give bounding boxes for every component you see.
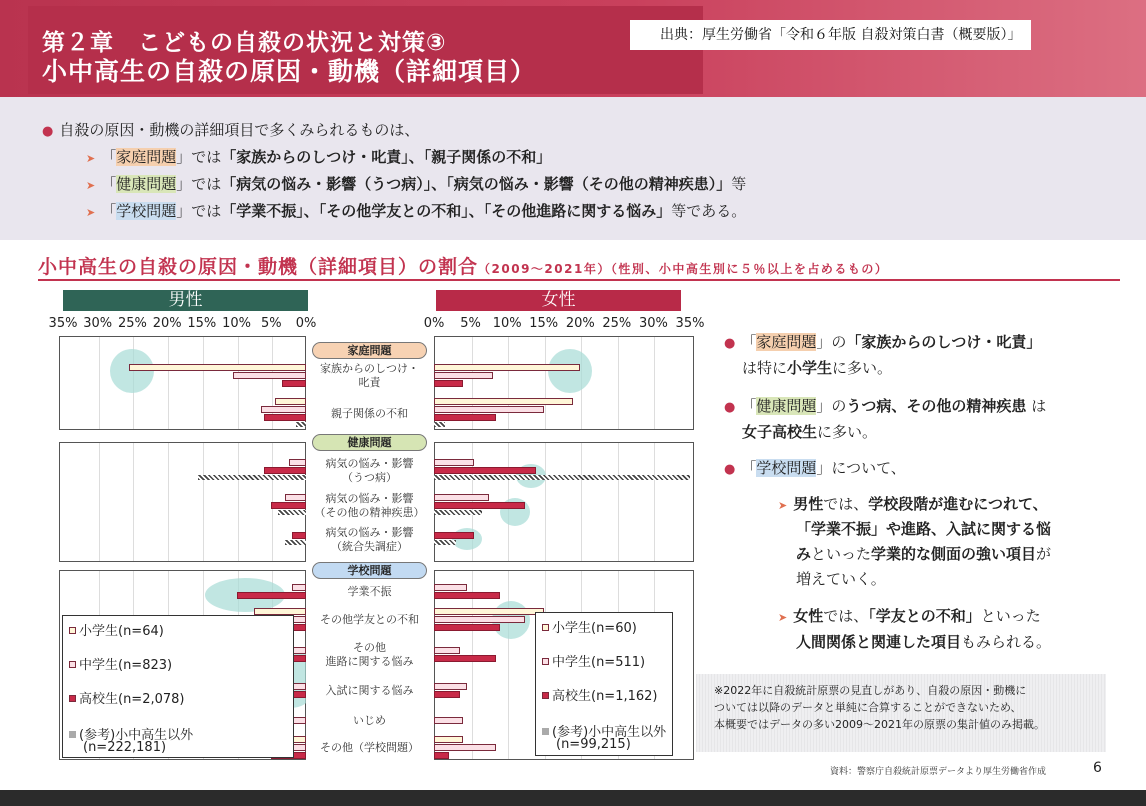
category-health: 健康問題 (116, 175, 177, 193)
gridline (581, 443, 582, 561)
legend-label: (参考)小中高生以外 (79, 728, 194, 743)
footnote-line: ※2022年に自殺統計原票の見直しがあり、自殺の原因・動機に (714, 684, 1027, 697)
note-bold: 学校段階が進むにつれて、 (868, 495, 1048, 513)
bar-junior-high-female (434, 683, 467, 690)
note-male-line4: 増えていく。 (796, 570, 886, 588)
category-label-line: （統合失調症） (331, 540, 408, 553)
bar-high-school-female (434, 655, 496, 662)
summary-items: 「学業不振」、「その他学友との不和」、「その他進路に関する悩み」 (221, 202, 672, 220)
legend-n: (n=99,215) (556, 737, 631, 752)
tick-label-female: 5% (460, 316, 481, 331)
text: 「 (741, 459, 757, 477)
tick-label-male: 30% (83, 316, 113, 331)
text: 」では (176, 148, 222, 166)
bar-high-school-female (434, 752, 449, 759)
text: では、 (823, 495, 869, 513)
gridline (238, 337, 239, 429)
category-label (306, 492, 433, 520)
bar-high-school-female (434, 532, 474, 539)
summary-line-health (86, 173, 746, 194)
legend-swatch (542, 658, 549, 665)
female-header: 女性 (436, 290, 681, 311)
text: では、 (823, 607, 869, 625)
bar-junior-high-male (261, 406, 306, 413)
text: は特に (742, 359, 788, 377)
gridline (203, 443, 204, 561)
note-bold: 女性 (793, 607, 824, 625)
bar-high-school-male (292, 532, 306, 539)
gridline (203, 337, 204, 429)
category-label-line: その他（学校問題） (320, 741, 419, 754)
arrow-icon: ➤ (86, 206, 96, 219)
category-label-line: （その他の精神疾患） (314, 506, 425, 519)
text: 」の (816, 397, 847, 415)
gridline (654, 337, 655, 429)
note-home-line1 (724, 330, 1041, 356)
note-bold: 学業的な側面の強い項目 (871, 545, 1037, 563)
header-banner (0, 0, 1146, 97)
bar-elementary-female (434, 398, 573, 405)
bar-high-school-female (434, 592, 500, 599)
bar-junior-high-female (434, 406, 544, 413)
gridline (618, 337, 619, 429)
bullet-icon: ● (724, 462, 736, 477)
bar-junior-high-female (434, 494, 489, 501)
bar-elementary-female (434, 736, 463, 743)
chart-title-main: 小中高生の自殺の原因・動機（詳細項目）の割合 (38, 256, 479, 278)
gridline (168, 443, 169, 561)
gridline (99, 337, 100, 429)
gridline (99, 443, 100, 561)
tick-label-female: 25% (602, 316, 632, 331)
bar-junior-high-female (434, 616, 525, 623)
bar-elementary-female (434, 364, 580, 371)
category-label (306, 407, 433, 421)
category-label (306, 613, 433, 627)
tick-label-male: 10% (222, 316, 252, 331)
legend-swatch (69, 627, 76, 634)
text: 等である。 (671, 202, 747, 220)
tick-label-male: 35% (48, 316, 78, 331)
legend-swatch (69, 731, 76, 738)
note-male-line1 (778, 492, 1048, 518)
gridline (654, 443, 655, 561)
bar-high-school-male (264, 467, 306, 474)
bar-junior-high-male (289, 459, 306, 466)
legend-item (542, 651, 645, 670)
note-bold: 「学友との不和」 (868, 607, 981, 625)
tick-label-female: 0% (423, 316, 445, 331)
category-label (306, 714, 433, 728)
summary-box (0, 97, 1146, 240)
legend-swatch (69, 661, 76, 668)
category-label-line: 親子関係の不和 (331, 407, 408, 420)
bar-high-school-male (282, 380, 306, 387)
tick-label-female: 20% (565, 316, 595, 331)
bar-high-school-female (434, 691, 460, 698)
note-bold: や進路、入試に関する悩 (886, 520, 1052, 538)
arrow-icon: ➤ (86, 179, 96, 192)
footnote-line: 本概要ではデータの多い2009～2021年の原票の集計値のみ掲載。 (714, 718, 1045, 731)
bar-high-school-male (237, 592, 306, 599)
bar-reference-female (434, 475, 690, 480)
category-home: 家庭問題 (756, 333, 817, 351)
category-label (306, 457, 433, 485)
text: といった (980, 607, 1041, 625)
tick-label-female: 15% (529, 316, 559, 331)
footnote-line: ついては以降のデータと単純に合算することができないため、 (714, 701, 1022, 714)
category-label (306, 641, 433, 669)
bar-high-school-male (271, 502, 306, 509)
note-female-line1 (778, 604, 1041, 630)
arrow-icon: ➤ (778, 611, 788, 624)
bar-high-school-male (264, 414, 306, 421)
summary-items: 「病気の悩み・影響（うつ病）」、「病気の悩み・影響（その他の精神疾患）」 (221, 175, 732, 193)
legend-item (69, 654, 172, 673)
legend-item (69, 688, 185, 707)
bar-junior-high-male (285, 494, 306, 501)
bar-high-school-female (434, 467, 536, 474)
legend-label: 小学生(n=60) (552, 621, 637, 636)
panel-male (59, 442, 306, 562)
category-label-line: 家族からのしつけ・ (320, 362, 419, 375)
bar-reference-male (296, 422, 306, 427)
category-label-line: 病気の悩み・影響 (325, 526, 414, 539)
bar-elementary-male (129, 364, 306, 371)
text: といった (811, 545, 872, 563)
summary-intro-text: 自殺の原因・動機の詳細項目で多くみられるものは、 (59, 121, 420, 139)
tick-label-male: 5% (260, 316, 282, 331)
highlight-halo (548, 349, 592, 393)
bar-junior-high-female (434, 647, 460, 654)
chart-title (38, 252, 888, 279)
category-label-line: その他学友との不和 (320, 613, 419, 626)
gridline (238, 443, 239, 561)
tick-label-female: 30% (638, 316, 668, 331)
tick-label-male: 20% (152, 316, 182, 331)
gridline (168, 337, 169, 429)
category-label (306, 362, 433, 390)
title-underline (38, 279, 1120, 281)
text: 」の (816, 333, 847, 351)
legend-label: 小学生(n=64) (79, 624, 164, 639)
legend-label: 高校生(n=2,078) (79, 692, 185, 707)
category-label (306, 585, 433, 599)
bullet-icon: ● (724, 336, 736, 351)
bar-junior-high-female (434, 717, 463, 724)
bar-junior-high-female (434, 744, 496, 751)
tick-label-male: 0% (295, 316, 317, 331)
text: もみられる。 (961, 633, 1052, 651)
legend-label: 高校生(n=1,162) (552, 689, 658, 704)
category-label (306, 526, 433, 554)
bar-elementary-male (254, 608, 306, 615)
gridline (545, 443, 546, 561)
open-quote: 「 (101, 175, 117, 193)
legend-male (62, 615, 294, 758)
legend-label: (参考)小中高生以外 (552, 725, 667, 740)
note-school-line1 (724, 456, 906, 482)
summary-line-school (86, 200, 746, 221)
note-bold: 「学業不振」 (796, 520, 887, 538)
bar-high-school-female (434, 624, 500, 631)
bullet-icon: ● (724, 400, 736, 415)
text: に多い。 (817, 423, 878, 441)
group-label-health: 健康問題 (312, 434, 427, 451)
legend-female (535, 612, 673, 756)
note-male-line2 (796, 517, 1051, 541)
chapter-title: 第２章 こどもの自殺の状況と対策③ (42, 30, 447, 56)
bar-reference-male (198, 475, 306, 480)
bar-high-school-female (434, 502, 525, 509)
legend-swatch (69, 695, 76, 702)
legend-item (69, 620, 164, 639)
category-label-line: 入試に関する悩み (325, 684, 414, 697)
male-header: 男性 (63, 290, 308, 311)
text: 」では (176, 175, 222, 193)
group-label-school: 学校問題 (312, 562, 427, 579)
highlight-halo (110, 349, 154, 393)
footnote-box (696, 674, 1106, 752)
category-label-line: いじめ (353, 714, 386, 727)
note-bold: 女子高校生 (742, 423, 818, 441)
bar-reference-female (434, 510, 482, 515)
bar-junior-high-female (434, 584, 467, 591)
group-label-home: 家庭問題 (312, 342, 427, 359)
note-bold: 人間関係と関連した項目 (796, 633, 962, 651)
bar-high-school-female (434, 380, 463, 387)
category-label (306, 684, 433, 698)
category-label-line: 病気の悩み・影響 (325, 492, 414, 505)
text: 」について、 (816, 459, 906, 477)
gridline (133, 443, 134, 561)
category-label (306, 741, 433, 755)
note-female-line2 (796, 630, 1051, 654)
bar-junior-high-male (292, 584, 306, 591)
text: 」では (176, 202, 222, 220)
tick-label-male: 15% (187, 316, 217, 331)
legend-swatch (542, 624, 549, 631)
legend-label: 中学生(n=511) (552, 655, 646, 670)
summary-intro (42, 119, 419, 140)
page-title: 小中高生の自殺の原因・動機（詳細項目） (42, 57, 537, 86)
bar-reference-female (434, 540, 456, 545)
bar-reference-male (278, 510, 306, 515)
legend-swatch (542, 728, 549, 735)
source-label: 出典：厚生労働省「令和６年版 自殺対策白書（概要版）」 (630, 20, 1031, 50)
gridline (618, 443, 619, 561)
category-label-column (306, 336, 433, 760)
note-health-line2 (742, 420, 877, 444)
bar-junior-high-female (434, 372, 493, 379)
text: 「 (741, 397, 757, 415)
category-label-line: （うつ病） (342, 471, 397, 484)
note-home-line2 (742, 356, 892, 380)
open-quote: 「 (101, 148, 117, 166)
tick-label-male: 25% (117, 316, 147, 331)
bar-high-school-female (434, 414, 496, 421)
open-quote: 「 (101, 202, 117, 220)
bar-elementary-female (434, 608, 544, 615)
text: 等 (731, 175, 747, 193)
legend-label: 中学生(n=823) (79, 658, 173, 673)
category-label-line: 病気の悩み・影響 (325, 457, 414, 470)
data-credit: 資料：警察庁自殺統計原票データより厚生労働省作成 (830, 767, 1047, 777)
category-label-line: 進路に関する悩み (325, 655, 414, 668)
bar-reference-female (434, 422, 445, 427)
category-home: 家庭問題 (116, 148, 177, 166)
legend-swatch (542, 692, 549, 699)
tick-label-female: 10% (492, 316, 522, 331)
legend-n: (n=222,181) (83, 740, 167, 755)
note-bold: み (796, 545, 812, 563)
note-male-line3 (796, 542, 1051, 566)
category-school: 学校問題 (116, 202, 177, 220)
legend-item (542, 685, 658, 704)
text: は (1031, 397, 1047, 415)
page-number: 6 (1093, 760, 1102, 776)
gridline (545, 337, 546, 429)
text: 「 (741, 333, 757, 351)
gridline (508, 571, 509, 759)
category-health: 健康問題 (756, 397, 817, 415)
legend-item (542, 617, 637, 636)
chart-title-sub: （2009～2021年）（性別、小中高生別に５％以上を占めるもの） (478, 262, 889, 276)
bar-junior-high-male (233, 372, 306, 379)
note-bold: 男性 (793, 495, 824, 513)
tick-label-female: 35% (675, 316, 705, 331)
note-health-line1 (724, 394, 1046, 420)
note-bold: うつ病、その他の精神疾患 (846, 397, 1027, 415)
bar-elementary-male (275, 398, 306, 405)
category-label-line: 学業不振 (347, 585, 392, 598)
bar-junior-high-female (434, 459, 474, 466)
text: が (1036, 545, 1052, 563)
text: に多い。 (832, 359, 893, 377)
bar-reference-male (285, 540, 306, 545)
category-label-line: 叱責 (358, 376, 381, 389)
summary-line-home (86, 146, 551, 167)
arrow-icon: ➤ (86, 152, 96, 165)
arrow-icon: ➤ (778, 499, 788, 512)
note-bold: 「家族からのしつけ・叱責」 (846, 333, 1042, 351)
gridline (472, 571, 473, 759)
summary-items: 「家族からのしつけ・叱責」、「親子関係の不和」 (221, 148, 552, 166)
gridline (508, 337, 509, 429)
category-school: 学校問題 (756, 459, 817, 477)
note-bold: 小学生 (787, 359, 833, 377)
bullet-icon: ● (42, 124, 54, 139)
category-label-line: その他 (353, 641, 386, 654)
